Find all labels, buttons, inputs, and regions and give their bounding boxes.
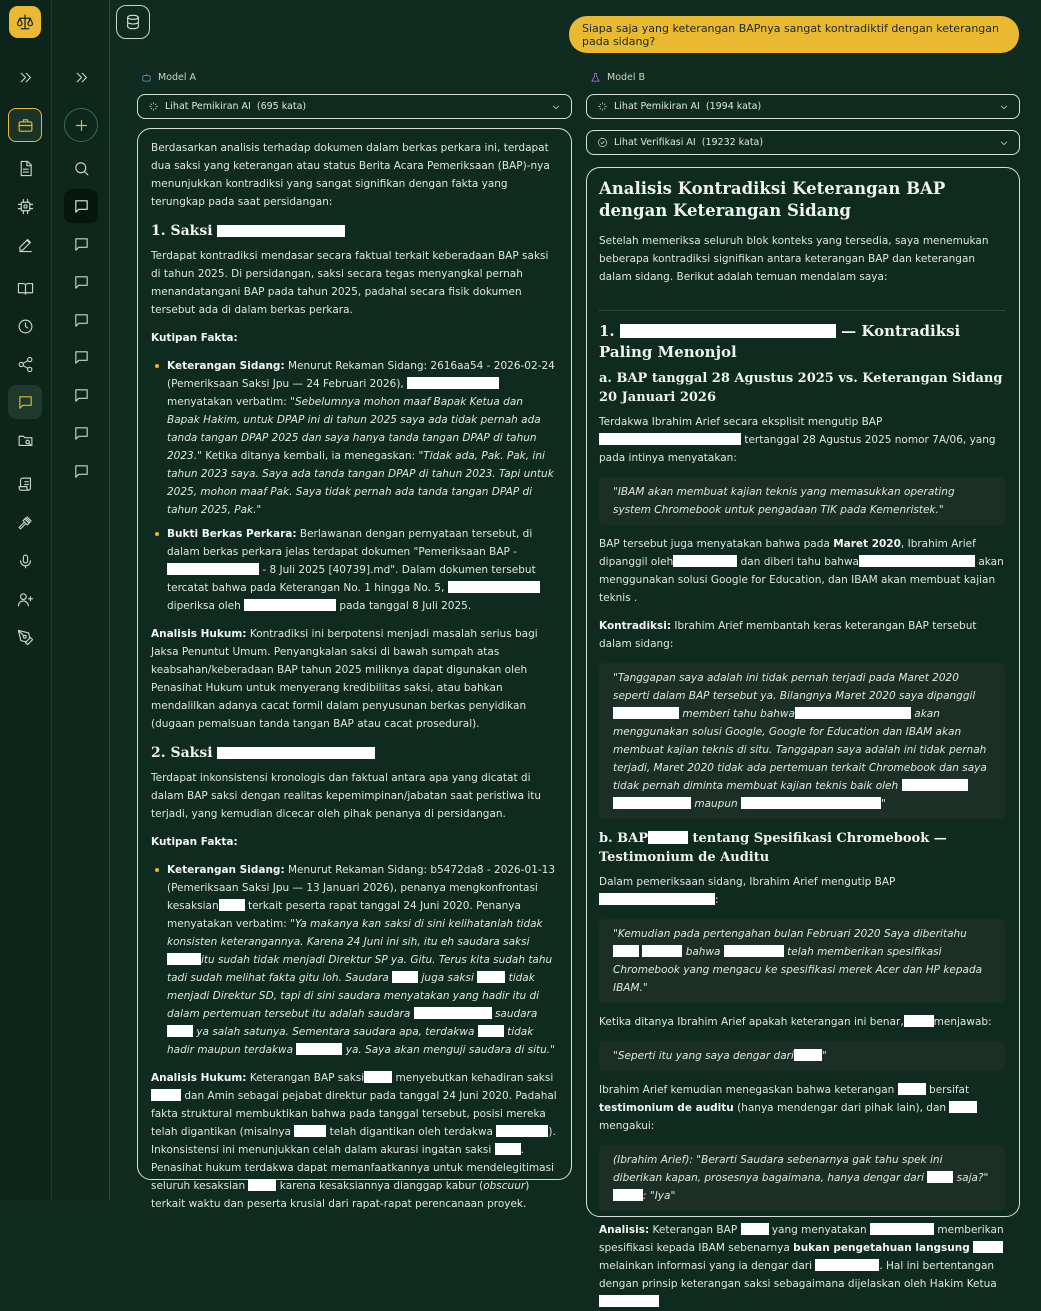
fact-list: [151, 861, 557, 1059]
pen-icon[interactable]: [8, 227, 42, 261]
scales-logo-icon[interactable]: [9, 6, 41, 38]
chevron-down-icon: [999, 138, 1009, 148]
section-paragraph: Terdapat kontradiksi mendasar secara faktual terkait keberadaan BAP saksi di tahun 2025. Di persidangan, saksi secara tegas menyangkal pernah menandatangani BAP pada tahun 2025, padahal secara fisik dokumen tersebut ada di dalam berkas perkara.: [151, 250, 549, 316]
verify-label: Lihat Verifikasi AI: [614, 137, 696, 148]
document-icon[interactable]: [8, 151, 42, 185]
blockquote: "IBAM akan membuat kajian teknis yang memasukkan operating system Chromebook untuk pengadaan TIK pada Kemenristek.": [599, 477, 1005, 525]
expand-chevrons-icon[interactable]: [8, 60, 42, 94]
chip-icon[interactable]: [8, 189, 42, 223]
chat-item-icon[interactable]: [64, 416, 98, 450]
section-heading: 2. Saksi: [151, 743, 557, 763]
model-a-label: Model A: [158, 72, 197, 83]
robot-icon: [141, 72, 152, 83]
model-b-response: [586, 167, 1020, 1290]
book-icon[interactable]: [8, 271, 42, 305]
list-item: Keterangan Sidang: Menurut Rekaman Sidang: b5472da8 - 2026-01-13 (Pemeriksaan Saksi Jpu — 13 Januari 2026), penanya mengkonfrontasi kesaksian terkait peserta rapat tanggal 24 Juni 2020. Penanya menyatakan verbatim: "Ya makanya kan saksi di sini kelihatanlah tidak konsisten keterangannya. Karena 24 Juni ini sih, itu eh saudara saksiitu sudah tidak menjadi Direktur SP ya. Gitu. Terus kita sudah tahu tadi sudah melihat fakta gitu loh. Saudara juga saksi tidak menjadi Direktur SD, tapi di sini saudara menyatakan yang hadir itu di dalam pertemuan tersebut itu adalah saudara saudara ya salah satunya. Sementara saudara apa, terdakwa tidak hadir maupun terdakwa ya. Saya akan menguji saudara di situ.": [165, 861, 557, 1059]
section-heading: 1. Saksi: [151, 221, 557, 241]
primary-nav-rail: [0, 0, 52, 1200]
thinking-label: Lihat Pemikiran AI: [165, 101, 251, 112]
check-circle-icon: [597, 137, 608, 148]
search-icon[interactable]: [64, 151, 98, 185]
kutipan-label: Kutipan Fakta:: [151, 332, 238, 344]
share-icon[interactable]: [8, 347, 42, 381]
paragraph: BAP tersebut juga menyatakan bahwa pada Maret 2020, Ibrahim Arief dipanggil oleh dan diberi tahu bahwa akan menggunakan solusi Google for Education, dan IBAM akan membuat kajian teknis .: [599, 538, 1004, 604]
chevron-down-icon: [999, 102, 1009, 112]
clock-icon[interactable]: [8, 309, 42, 343]
model-a-response: [137, 128, 572, 1210]
kutipan-label: Kutipan Fakta:: [151, 836, 238, 848]
chevron-down-icon: [551, 102, 561, 112]
response-title: Analisis Kontradiksi Keterangan BAP dengan Keterangan Sidang: [599, 179, 946, 220]
legal-analysis: Analisis Hukum: Keterangan BAP saksi menyebutkan kehadiran saksi dan Amin sebagai pejabat direktur pada tanggal 24 Juni 2020. Padahal fakta struktural membuktikan bahwa pada tanggal tersebut, posisi mereka telah digantikan (misalnya telah digantikan oleh terdakwa ). Inkonsistensi ini menunjukkan celah dalam akurasi ingatan saksi . Penasihat hukum terdakwa dapat memanfaatkannya untuk mendelegitimasi seluruh kesaksian karena kesaksiannya dianggap kabur (obscuur) terkait waktu dan peserta krusial dari rapat-rapat perencanaan proyek.: [151, 1072, 557, 1210]
response-intro: Setelah memeriksa seluruh blok konteks yang tersedia, saya menemukan beberapa kontradiksi signifikan antara keterangan BAP dan keterangan dalam sidang. Berikut adalah temuan mendalam saya:: [599, 235, 989, 283]
chat-item-active-icon[interactable]: [64, 189, 98, 223]
scroll-icon[interactable]: [8, 467, 42, 501]
sparkle-icon: [597, 101, 608, 112]
briefcase-icon[interactable]: [8, 108, 42, 142]
fact-list: [151, 357, 557, 615]
paragraph: Ibrahim Arief kemudian menegaskan bahwa keterangan bersifat testimonium de auditu (hanya mendengar dari pihak lain), dan mengakui:: [599, 1081, 1005, 1135]
section-paragraph: Terdapat inkonsistensi kronologis dan faktual antara apa yang dicatat di dalam BAP saksi dengan realitas kepemimpinan/jabatan saat peristiwa itu terjadi, yang kemudian dicecar oleh pihak penanya di persidangan.: [151, 772, 542, 820]
gavel-icon[interactable]: [8, 505, 42, 539]
subsection-heading: a. BAP tanggal 28 Agustus 2025 vs. Keterangan Sidang 20 Januari 2026: [599, 371, 1003, 405]
paragraph: Dalam pemeriksaan sidang, Ibrahim Arief mengutip BAP :: [599, 876, 896, 906]
chat-item-icon[interactable]: [64, 378, 98, 412]
list-item: Keterangan Sidang: Menurut Rekaman Sidang: 2616aa54 - 2026-02-24 (Pemeriksaan Saksi Jpu — 24 Februari 2026), menyatakan verbatim: "Sebelumnya mohon maaf Bapak Ketua dan Bapak Hakim, untuk DPAP ini di tahun 2025 saya ada tidak pernah ada tanda tangan DPAP 2025 dan saya hanya tanda tangan DPAP di tahun 2023." Ketika ditanya kembali, ia menegaskan: "Tidak ada, Pak. Pak, ini tahun 2023 saya. Saya ada tanda tangan DPAP di tahun 2023. Tapi untuk 2025, mohon maaf Pak. Saya tidak pernah ada tanda tangan DPAP di tahun 2025, Pak.": [165, 357, 557, 519]
blockquote: "Seperti itu yang saya dengar dari ": [599, 1041, 1005, 1071]
chat-item-icon[interactable]: [64, 227, 98, 261]
response-intro: Berdasarkan analisis terhadap dokumen dalam berkas perkara ini, terdapat dua saksi yang keterangan atau status Berita Acara Pemeriksaan (BAP)-nya menunjukkan kontradiksi yang sangat signifikan dengan fakta yang terungkap pada saat persidangan:: [151, 142, 550, 208]
thinking-label: Lihat Pemikiran AI: [614, 101, 700, 112]
paragraph: Ketika ditanya Ibrahim Arief apakah keterangan ini benar, menjawab:: [599, 1016, 992, 1028]
model-b-label: Model B: [607, 72, 646, 83]
section-heading: 1. — Kontradiksi Paling Menonjol: [599, 322, 961, 361]
chat-item-icon[interactable]: [64, 265, 98, 299]
list-item: Bukti Berkas Perkara: Berlawanan dengan pernyataan tersebut, di dalam berkas perkara jelas terdapat dokumen "Pemeriksaan BAP - - 8 Juli 2025 [40739].md". Dalam dokumen tersebut tercatat bahwa pada Keterangan No. 1 hingga No. 5, diperiksa oleh pada tanggal 8 Juli 2025.: [165, 525, 557, 615]
model-a-thinking-toggle[interactable]: [137, 94, 572, 119]
paragraph: Terdakwa Ibrahim Arief secara eksplisit mengutip BAP tertanggal 28 Agustus 2025 nomor 7A/06, yang pada intinya menyatakan:: [599, 416, 996, 464]
chat-item-icon[interactable]: [64, 303, 98, 337]
blockquote: "Tanggapan saya adalah ini tidak pernah terjadi pada Maret 2020 seperti dalam BAP tersebut ya. Bilangnya Maret 2020 saya dipanggil memberi tahu bahwa akan menggunakan solusi Google, Google for Education dan IBAM akan membuat kajian teknis di situ. Tanggapan saya adalah ini tidak pernah terjadi, Maret 2020 tidak ada pertemuan terkait Chromebook dan saya tidak pernah diminta membuat kajian teknis baik oleh maupun ": [599, 663, 1005, 819]
thinking-count: (1994 kata): [705, 101, 762, 112]
model-b-header: [590, 72, 645, 83]
chat-icon[interactable]: [8, 385, 42, 419]
paragraph: Kontradiksi: Ibrahim Arief membantah keras keterangan BAP tersebut dalam sidang:: [599, 620, 977, 650]
pen-tool-icon[interactable]: [8, 620, 42, 654]
microphone-icon[interactable]: [8, 544, 42, 578]
flask-icon: [590, 72, 601, 83]
database-icon[interactable]: [116, 5, 150, 39]
sparkle-icon: [148, 101, 159, 112]
model-a-header: [141, 72, 196, 83]
new-chat-plus-icon[interactable]: [64, 108, 98, 142]
model-b-verification-toggle[interactable]: [586, 130, 1020, 155]
blockquote: "Kemudian pada pertengahan bulan Februari 2020 Saya diberitahu bahwa telah memberikan spesifikasi Chromebook yang mengacu ke spesifikasi merek Acer dan HP kepada IBAM.": [599, 919, 1005, 1003]
legal-analysis: Analisis Hukum: Kontradiksi ini berpotensi menjadi masalah serius bagi Jaksa Penuntut Umum. Penyangkalan saksi di bawah sumpah atas keabsahan/keberadaan BAP tahun 2025 miliknya dapat digunakan oleh Penasihat Hukum untuk menyerang kredibilitas saksi, atau bahkan mendalilkan adanya cacat formil dalam penyusunan berkas penyidikan (dugaan pemalsuan tanda tangan BAP atau cacat prosedural).: [151, 628, 538, 730]
chat-item-icon[interactable]: [64, 454, 98, 488]
paragraph: Analisis: Keterangan BAP yang menyatakan memberikan spesifikasi kepada IBAM sebenarnya bukan pengetahuan langsung melainkan informasi yang ia dengar dari . Hal ini bertentangan dengan prinsip keterangan saksi sebagaimana dijelaskan oleh Hakim Ketua: [599, 1221, 1005, 1311]
model-b-thinking-toggle[interactable]: [586, 94, 1020, 119]
user-prompt-bubble: Siapa saja yang keterangan BAPnya sangat kontradiktif dengan keterangan pada sidang?: [569, 16, 1019, 53]
redaction-bar: [217, 225, 345, 237]
chat-item-icon[interactable]: [64, 340, 98, 374]
thinking-count: (695 kata): [256, 101, 307, 112]
blockquote: (Ibrahim Arief): "Berarti Saudara sebenarnya gak tahu spek ini diberikan kapan, prosesnya bagaimana, hanya dengar dari saja?" : "Iya": [599, 1145, 1005, 1211]
subsection-heading: b. BAP tentang Spesifikasi Chromebook — Testimonium de Auditu: [599, 831, 947, 865]
verify-count: (19232 kata): [701, 137, 764, 148]
folder-search-icon[interactable]: [8, 423, 42, 457]
add-user-icon[interactable]: [8, 582, 42, 616]
expand-list-chevrons-icon[interactable]: [64, 60, 98, 94]
